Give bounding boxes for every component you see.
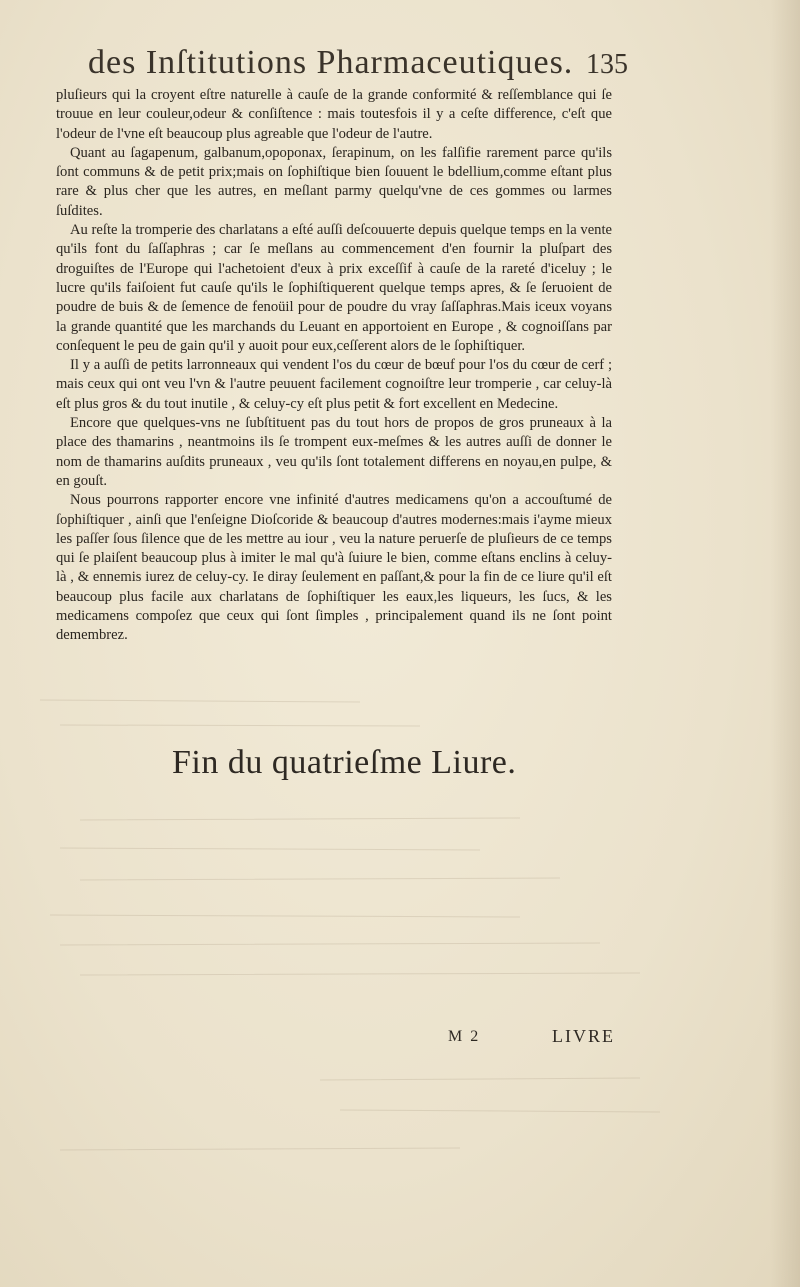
running-head [88, 44, 628, 82]
paragraph-2: Quant au ſagapenum, galbanum,opoponax, ſerapinum, on les falſifie rarement parce qu'ils ſont communs & de petit prix;mais on ſophiſtique bien ſouuent le bdellium,comme eſtant plus rare & plus cher que les autres, en meſlant parmy quelqu'vne de ces gommes ou larmes ſuſdites. [56, 144, 612, 219]
signature-mark: M 2 [448, 1028, 481, 1045]
paragraph-6: Nous pourrons rapporter encore vne infinité d'autres medicamens qu'on a accouſtumé de ſophiſtiquer , ainſi que l'enſeigne Dioſcoride & beaucoup d'autres modernes:mais i'ayme mieux les paſſer ſous ſilence que de les mettre au iour , veu la nature peruerſe de pluſieurs de ce temps qui ſe plaiſent beaucoup plus à imiter le mal qu'à ſuiure le bien, comme eſtans enclins à celuy-là , & ennemis iurez de celuy-cy. Ie diray ſeulement en paſſant,& pour la fin de ce liure qu'il eſt beaucoup plus facile aux charlatans de ſophiſtiquer les eaux,les liqueurs, les ſucs, & les medicamens compoſez que ceux qui ſont ſimples , principalement quand ils ne ſont point demembrez. [56, 492, 612, 644]
paragraph-1: pluſieurs qui la croyent eſtre naturelle à cauſe de la grande conformité & reſſemblance qui ſe trouue en leur couleur,odeur & conſiſtence : mais toutesfois il y a ceſte difference, c'eſt que l'odeur de l'vne eſt beaucoup plus agreable que l'odeur de l'autre. [56, 87, 612, 142]
paragraph-3: Au reſte la tromperie des charlatans a eſté auſſi deſcouuerte depuis quelque temps en la vente qu'ils font du ſaſſaphras ; car ſe meſlans au commencement d'en fournir la pluſpart des droguiſtes de l'Europe qui l'achetoient d'eux à prix exceſſif à cauſe de la rareté d'iceluy ; le lucre qu'ils faiſoient fut cauſe qu'ils le ſophiſtiquerent quelque temps apres, & ſe ſeruoient de poudre de buis & de ſemence de fenoüil pour de poudre du vray ſaſſaphras.Mais iceux voyans la grande quantité que les marchands du Leuant en apportoient en Europe , & cognoiſſans par conſequent le peu de gain qu'il y auoit pour eux,ceſſerent alors de le ſophiſtiquer. [56, 222, 612, 354]
body-text [56, 86, 612, 646]
paragraph-5: Encore que quelques-vns ne ſubſtituent pas du tout hors de propos de gros pruneaux à la place des thamarins , neantmoins ils ſe trompent eux-meſmes & les autres auſſi de donner le nom de thamarins auſdits pruneaux , veu qu'ils ſont totalement differens en noyau,en pulpe, & en gouſt. [56, 415, 612, 489]
catchword: LIVRE [552, 1026, 615, 1046]
page-number: 135 [586, 49, 628, 80]
running-title: des Inſtitutions Pharmaceutiques. [88, 44, 574, 81]
page-edge-shadow [770, 0, 800, 1287]
paragraph-4: Il y a auſſi de petits larronneaux qui vendent l'os du cœur de bœuf pour l'os du cœur de cerf ; mais ceux qui ont veu l'vn & l'autre peuuent facilement cognoiſtre leur tromperie , car celuy-là eſt plus gros & du tout inutile , & celuy-cy eſt plus petit & fort excellent en Medecine. [56, 357, 612, 412]
colophon: Fin du quatrieſme Liure. [172, 744, 517, 781]
